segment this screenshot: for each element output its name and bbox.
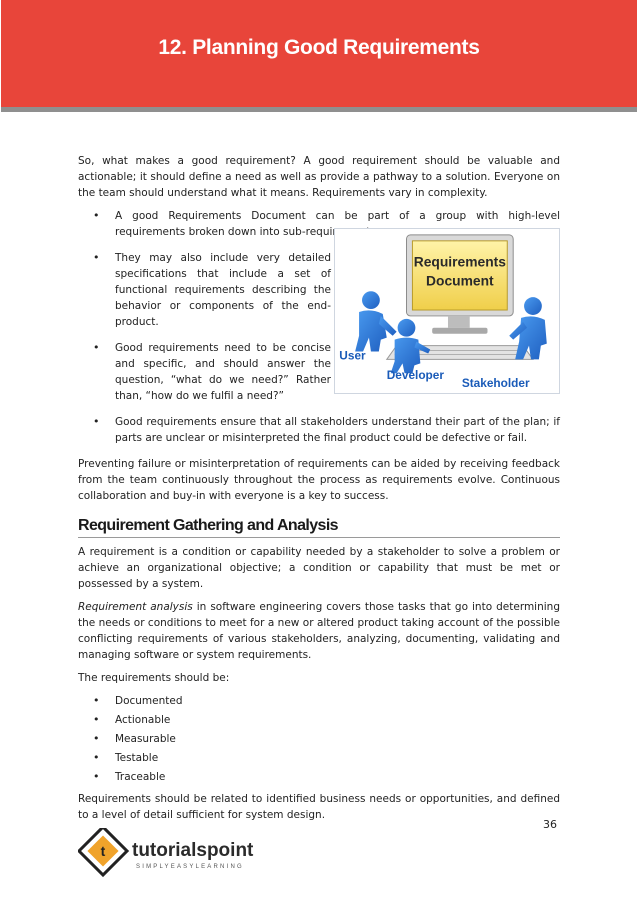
analysis-paragraph: [78, 599, 560, 663]
page-number: 36: [543, 818, 557, 831]
list-item: • They may also include very detailed specifications that include a set of functional requirements describing the behavior or components of the end-product.: [78, 250, 331, 330]
analysis-term: Requirement analysis: [78, 601, 193, 613]
developer-label: Developer: [386, 368, 445, 383]
list-item: • Good requirements need to be concise and specific, and should answer the question, “what do we need?” Rather than, “how do we fulfil a need?”: [78, 340, 331, 404]
page-content: [78, 153, 560, 830]
tutorialspoint-logo: [78, 828, 278, 880]
intro-paragraph: So, what makes a good requirement? A good requirement should be valuable and actionable; it should define a need as well as provide a pathway to a solution. Everyone on the team should understand what it means. Requirements vary in complexity.: [78, 155, 560, 199]
logo-wordmark: tutorialspoint: [132, 840, 254, 861]
logo-tagline: SIMPLYEASYLEARNING: [136, 864, 244, 870]
list-item: • Testable: [78, 750, 560, 766]
definition-paragraph: A requirement is a condition or capability needed by a stakeholder to solve a problem or achieve an organizational objective; a condition or capability that must be met or possessed by a system.: [78, 546, 560, 590]
section-heading: Requirement Gathering and Analysis: [78, 518, 560, 538]
bullet-block: [78, 208, 560, 446]
list-item: • Actionable: [78, 712, 560, 728]
should-be-line: The requirements should be:: [78, 672, 230, 684]
user-figure-icon: [355, 291, 396, 351]
qualities-list: [78, 693, 560, 785]
prevent-paragraph: Preventing failure or misinterpretation of requirements can be aided by receiving feedback from the team continuously throughout the process as requirements evolve. Continuous collaboration and buy-in with everyone is a key to success.: [78, 458, 560, 502]
list-item: • Documented: [78, 693, 560, 709]
list-item: • Traceable: [78, 769, 560, 785]
user-label: User: [339, 348, 366, 363]
list-item: • Good requirements ensure that all stakeholders understand their part of the plan; if parts are unclear or misinterpreted the final product could be defective or fail.: [78, 414, 560, 446]
chapter-banner: [1, 0, 637, 112]
monitor-text-line2: Document: [426, 272, 494, 289]
analysis-text: in software engineering covers those tasks that go into determining the needs or conditions to meet for a new or altered product taking account of the possible conflicting requirements of various stakeholders, analyzing, documenting, validating and managing software or system requirements.: [78, 601, 560, 661]
page-title: 12. Planning Good Requirements: [158, 36, 480, 59]
list-item: • Measurable: [78, 731, 560, 747]
svg-text:t: t: [100, 843, 106, 859]
logo-diamond-icon: [79, 828, 127, 875]
list-item: • A good Requirements Document can be part of a group with high-level requirements broken down into sub-requirements.: [78, 208, 560, 240]
monitor-text-line1: Requirements: [413, 253, 506, 270]
requirements-document-illustration: [334, 228, 560, 394]
stakeholder-label: Stakeholder: [461, 376, 530, 391]
closing-paragraph: Requirements should be related to identified business needs or opportunities, and defined to a level of detail sufficient for system design.: [78, 793, 560, 821]
